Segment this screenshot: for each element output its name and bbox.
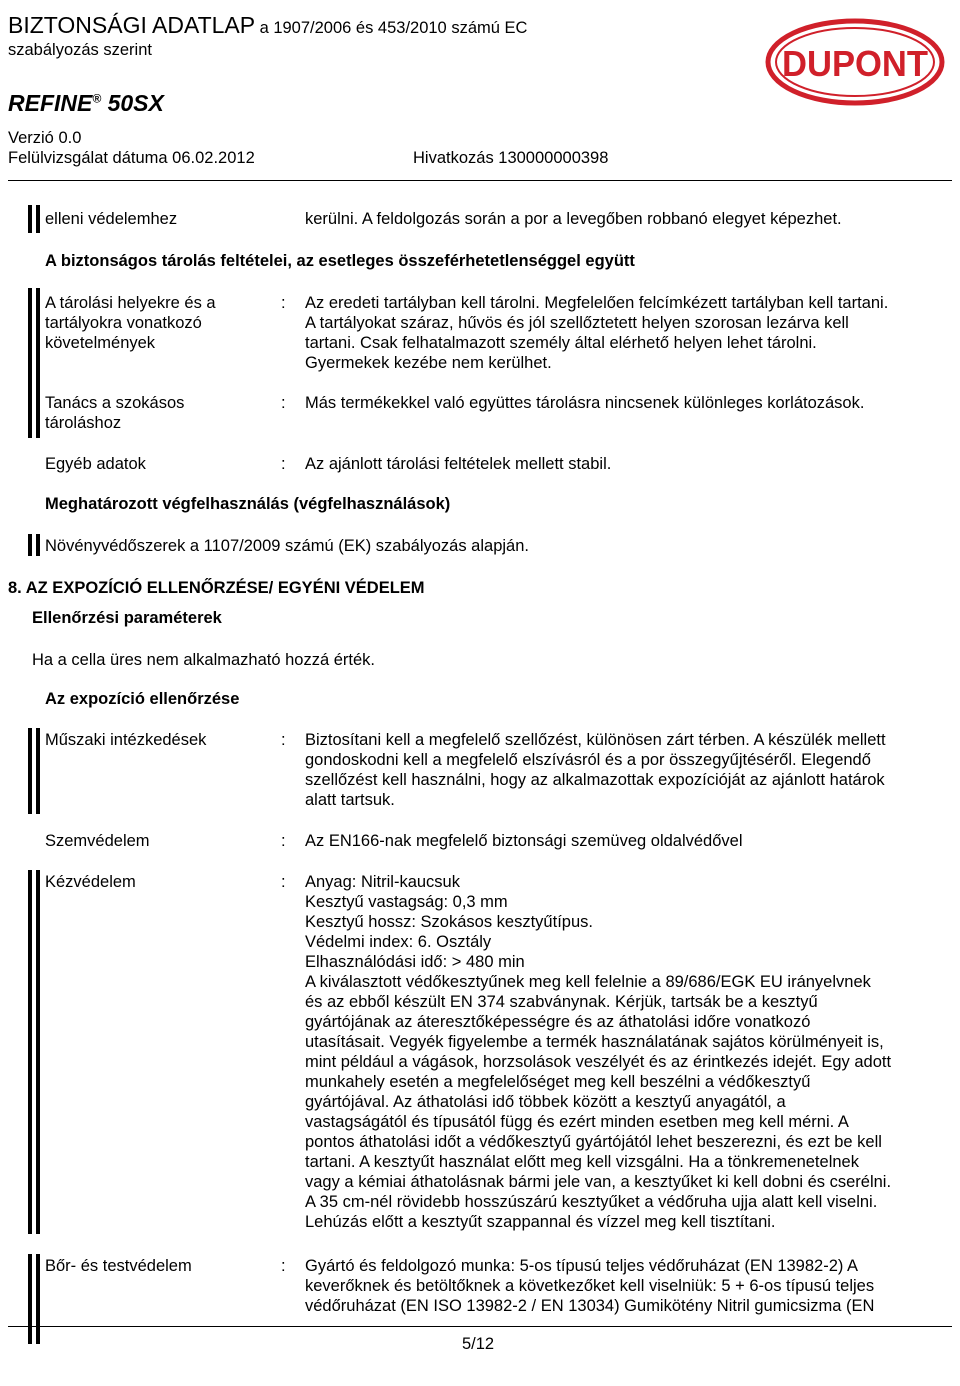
revision-bar	[36, 534, 40, 556]
product-base: REFINE	[8, 90, 93, 116]
exposure-row-value	[305, 872, 945, 1232]
value-line: pontos áthatolási időt a védőkesztyű gyártójától lehet beszerezni, és ezt be kell	[305, 1133, 882, 1151]
label-line: Szemvédelem	[45, 832, 150, 850]
storage-row-value	[305, 293, 945, 373]
value-line: A 35 cm-nél rövidebb hosszúszárú kesztyűket a védőruha ujja alatt kell viselni.	[305, 1193, 878, 1211]
value-line: Gyermekek kezébe nem kerülhet.	[305, 354, 552, 372]
label-line: Egyéb adatok	[45, 455, 146, 473]
logo-text: DUPONT	[782, 43, 929, 84]
title-regulation-line2: szabályozás szerint	[8, 41, 152, 59]
product-suffix: 50SX	[107, 90, 164, 116]
value-line: munkahely esetén a megfelelőséget meg kell beszélni a védőkesztyű	[305, 1073, 811, 1091]
label-line: Műszaki intézkedések	[45, 731, 207, 749]
value-line: Elhasználódási idő: > 480 min	[305, 953, 525, 971]
value-line: A kiválasztott védőkesztyűnek meg kell felelnie a 89/686/EGK EU irányelvnek	[305, 973, 871, 991]
label-line: Kézvédelem	[45, 873, 136, 891]
title-regulation: a 1907/2006 és 453/2010 számú EC	[259, 19, 528, 37]
label-line: Bőr- és testvédelem	[45, 1257, 192, 1275]
header-divider	[8, 180, 952, 181]
value-line: Biztosítani kell a megfelelő szellőzést, különösen zárt térben. A készülék mellett	[305, 731, 886, 749]
value-line: szellőzést kell használni, hogy az alkalmazottak expozícióját az ajánlott határok	[305, 771, 885, 789]
storage-row-label	[45, 293, 270, 353]
revision-date: Felülvizsgálat dátuma 06.02.2012	[8, 149, 255, 167]
exposure-row-label	[45, 730, 270, 750]
storage-cont-value: kerülni. A feldolgozás során a por a levegőben robbanó elegyet képezhet.	[305, 210, 842, 228]
value-line: Anyag: Nitril-kaucsuk	[305, 873, 460, 891]
colon: :	[281, 1257, 286, 1275]
revision-bar	[28, 534, 32, 556]
revision-bar	[36, 870, 40, 1234]
page-number: 5/12	[462, 1335, 495, 1353]
value-line: Az eredeti tartályban kell tárolni. Megfelelően felcímkézett tartályban kell tartani.	[305, 294, 889, 312]
footer-divider	[8, 1326, 952, 1327]
section-8-title: 8. AZ EXPOZÍCIÓ ELLENŐRZÉSE/ EGYÉNI VÉDELEM	[8, 579, 425, 597]
exposure-row-label	[45, 1256, 270, 1276]
revision-bar	[36, 205, 40, 233]
revision-bar	[28, 205, 32, 233]
label-line: követelmények	[45, 334, 156, 352]
value-line: A tartályokat száraz, hűvös és jól szellőztetett helyen szorosan lezárva kell	[305, 314, 849, 332]
title-main: BIZTONSÁGI ADATLAP	[8, 12, 256, 38]
colon: :	[281, 731, 286, 749]
dupont-logo	[765, 18, 945, 106]
params-heading: Ellenőrzési paraméterek	[32, 609, 222, 627]
revision-bar	[36, 728, 40, 814]
storage-cont-label: elleni védelemhez	[45, 210, 178, 228]
value-line: Más termékekkel való együttes tárolásra nincsenek különleges korlátozások.	[305, 394, 865, 412]
dupont-oval-icon	[765, 18, 945, 106]
value-line: vastagságától és típusától függ és ezért minden esetben meg kell mérni. A	[305, 1113, 849, 1131]
exposure-row-value	[305, 1256, 945, 1316]
params-note: Ha a cella üres nem alkalmazható hozzá érték.	[32, 651, 376, 669]
value-line: Kesztyű hossz: Szokásos kesztyűtípus.	[305, 913, 593, 931]
version: Verzió 0.0	[8, 129, 82, 147]
value-line: gondoskodni kell a megfelelő elszívásról és a por összegyűjtéséről. Elegendő	[305, 751, 871, 769]
value-line: gyártójának az áteresztőképességre és az áthatolási időre vonatkozó	[305, 1013, 811, 1031]
product-name	[8, 90, 164, 117]
value-line: Védelmi index: 6. Osztály	[305, 933, 492, 951]
value-line: Az ajánlott tárolási feltételek mellett stabil.	[305, 455, 612, 473]
storage-row-value	[305, 393, 945, 413]
value-line: keverőknek és betöltőknek a következőket kell viselniük: 5 + 6-os típusú teljes	[305, 1277, 875, 1295]
value-line: Az EN166-nak megfelelő biztonsági szemüveg oldalvédővel	[305, 832, 743, 850]
value-line: Kesztyű vastagság: 0,3 mm	[305, 893, 508, 911]
value-line: Lehúzás előtt a kesztyűt szappannal és vízzel meg kell tisztítani.	[305, 1213, 776, 1231]
colon: :	[281, 394, 286, 412]
label-line: tartályokra vonatkozó	[45, 314, 202, 332]
document-title	[8, 12, 527, 39]
end-use-heading: Meghatározott végfelhasználás (végfelhasználások)	[45, 495, 451, 513]
colon: :	[281, 294, 286, 312]
value-line: tartani. Csak felhatalmazott személy által elérhető helyen lehet tárolni.	[305, 334, 817, 352]
label-line: tároláshoz	[45, 414, 122, 432]
exposure-heading: Az expozíció ellenőrzése	[45, 690, 240, 708]
storage-row-value	[305, 454, 945, 474]
exposure-row-value	[305, 730, 945, 810]
value-line: vagy a kémiai áthatolásnak bármi jele van, a kesztyűket ki kell dobni és cserélni.	[305, 1173, 892, 1191]
value-line: mint például a vágások, horzsolások veszélyét és az érintkezés idejét. Egy adott	[305, 1053, 892, 1071]
revision-bar	[28, 870, 32, 1234]
revision-bar	[28, 728, 32, 814]
value-line: gyártójával. Az áthatolási idő többek között a kesztyű anyagától, a	[305, 1093, 786, 1111]
revision-bar	[28, 1254, 32, 1344]
value-line: Gyártó és feldolgozó munka: 5-os típusú teljes védőruházat (EN 13982-2) A	[305, 1257, 859, 1275]
colon: :	[281, 455, 286, 473]
colon: :	[281, 873, 286, 891]
value-line: védőruházat (EN ISO 13982-2 / EN 13034) Gumikötény Nitril gumicsizma (EN	[305, 1297, 875, 1315]
revision-bar	[28, 288, 32, 438]
storage-row-label	[45, 454, 270, 474]
storage-row-label	[45, 393, 270, 433]
value-line: és az ebből készült EN 374 szabványnak. Kérjük, tartsák be a kesztyű	[305, 993, 818, 1011]
end-use-text: Növényvédőszerek a 1107/2009 számú (EK) szabályozás alapján.	[45, 537, 529, 555]
registered-mark: ®	[92, 91, 102, 106]
revision-bar	[36, 288, 40, 438]
value-line: tartani. A kesztyűt használat előtt meg kell vizsgálni. Ha a tönkremenetelnek	[305, 1153, 859, 1171]
storage-heading: A biztonságos tárolás feltételei, az esetleges összeférhetetlenséggel együtt	[45, 252, 635, 270]
colon: :	[281, 832, 286, 850]
reference-number: Hivatkozás 130000000398	[413, 149, 609, 167]
value-line: utasításait. Vegyék figyelembe a termék használatának sajátos körülményeit is,	[305, 1033, 884, 1051]
label-line: A tárolási helyekre és a	[45, 294, 216, 312]
exposure-row-value	[305, 831, 945, 851]
value-line: alatt tartsuk.	[305, 791, 395, 809]
label-line: Tanács a szokásos	[45, 394, 185, 412]
revision-bar	[36, 1254, 40, 1344]
exposure-row-label	[45, 872, 270, 892]
exposure-row-label	[45, 831, 270, 851]
